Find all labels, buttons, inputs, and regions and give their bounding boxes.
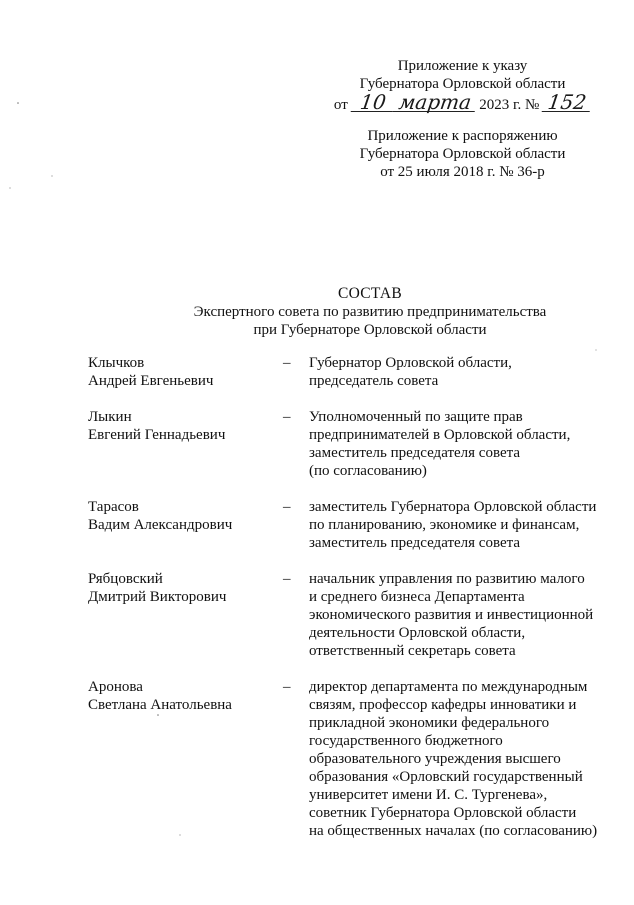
member-dash: – xyxy=(283,679,291,695)
handwritten-day: 10 xyxy=(350,93,395,112)
decree-date-prefix: от xyxy=(333,97,348,113)
decree-year-text: 2023 г. № xyxy=(479,97,540,113)
member-row xyxy=(0,498,634,552)
decree-date-number-line xyxy=(333,90,591,114)
order-appendix-line2: Губернатора Орловской области xyxy=(359,146,566,162)
title-line3: при Губернаторе Орловской области xyxy=(253,322,487,338)
member-surname: Тарасов xyxy=(88,499,139,515)
member-given-names: Вадим Александрович xyxy=(88,517,233,533)
member-role: начальник управления по развитию малого и среднего бизнеса Департамента экономического развития и инвестиционной деятельности Орловской области, ответственный секретарь совета xyxy=(309,571,594,659)
title-line2: Экспертного совета по развитию предпринимательства xyxy=(193,304,547,320)
member-surname: Клычков xyxy=(88,355,145,371)
member-dash: – xyxy=(283,571,291,587)
member-surname: Лыкин xyxy=(88,409,132,425)
member-given-names: Андрей Евгеньевич xyxy=(88,373,214,389)
document-title xyxy=(150,285,590,339)
member-row xyxy=(0,570,634,660)
member-name xyxy=(88,678,268,714)
member-dash: – xyxy=(283,355,291,371)
title-heading: СОСТАВ xyxy=(337,285,403,302)
member-row xyxy=(0,678,634,840)
member-row xyxy=(0,354,634,390)
order-appendix-line1: Приложение к распоряжению xyxy=(367,128,558,144)
member-role: заместитель Губернатора Орловской области по планированию, экономике и финансам, заместитель председателя совета xyxy=(309,499,597,551)
member-surname: Аронова xyxy=(88,679,143,695)
decree-appendix-line2: Губернатора Орловской области xyxy=(359,76,566,92)
member-role: Губернатор Орловской области, председатель совета xyxy=(309,355,512,389)
member-role: директор департамента по международным связям, профессор кафедры инноватики и прикладной экономики федерального государственного бюджетного образовательного учреждения высшего образования «Орловский государственный университет имени И. С. Тургенева», советник Губернатора Орловской области на общественных началах (по согласованию) xyxy=(309,679,598,839)
decree-appendix-block xyxy=(310,57,615,114)
member-given-names: Дмитрий Викторович xyxy=(88,589,227,605)
member-name xyxy=(88,570,268,606)
order-appendix-line3: от 25 июля 2018 г. № 36-р xyxy=(380,164,545,180)
decree-appendix-line1: Приложение к указу xyxy=(397,58,528,74)
member-surname: Рябцовский xyxy=(88,571,163,587)
member-name xyxy=(88,408,268,444)
member-row xyxy=(0,408,634,480)
member-given-names: Евгений Геннадьевич xyxy=(88,427,226,443)
member-dash: – xyxy=(283,499,291,515)
order-appendix-block xyxy=(310,127,615,181)
members-list xyxy=(0,354,634,858)
handwritten-month: марта xyxy=(392,93,477,112)
member-role: Уполномоченный по защите прав предпринимателей в Орловской области, заместитель председателя совета (по согласованию) xyxy=(309,409,571,479)
member-given-names: Светлана Анатольевна xyxy=(88,697,232,713)
member-name xyxy=(88,498,268,534)
handwritten-number: 152 xyxy=(542,93,593,112)
member-dash: – xyxy=(283,409,291,425)
member-name xyxy=(88,354,268,390)
